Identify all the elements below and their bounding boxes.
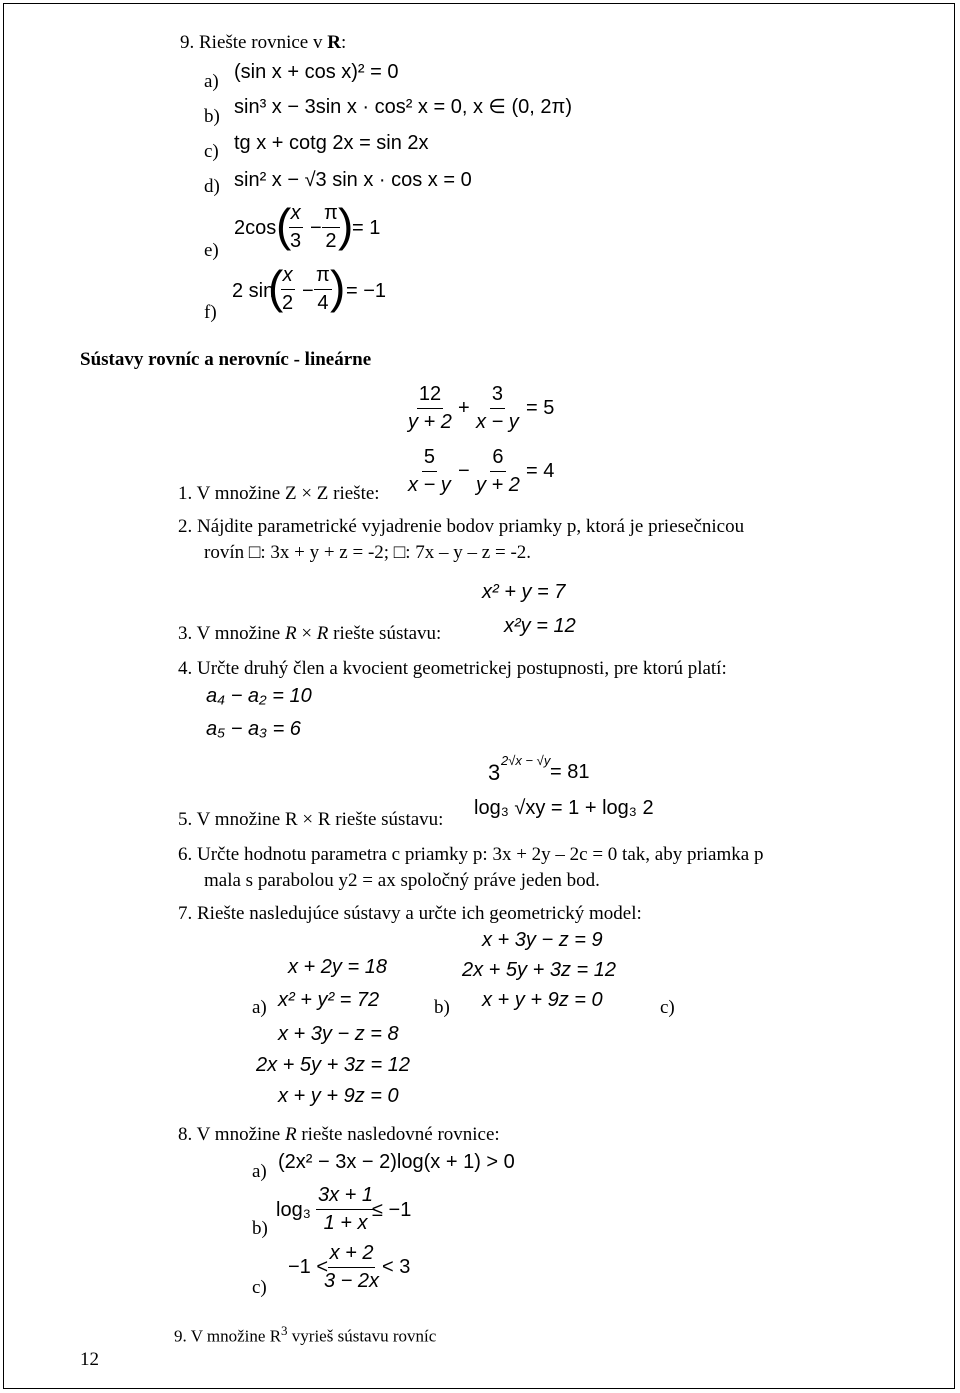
equation-9d: sin² x − √3 sin x · cos x = 0 [234,169,472,191]
label-f: f) [204,302,217,323]
section-title: Sústavy rovníc a nerovníc - lineárne [80,349,372,370]
problem5-eq2: log₃ √xy = 1 + log₃ 2 [474,797,654,819]
problem3-text: 3. V množine R × R riešte sústavu: [178,623,442,644]
problem7-b-eq3: x + y + 9z = 0 [482,989,603,1011]
problem7-c-eq1: x + 3y − z = 8 [278,1023,399,1045]
problem8-text: 8. V množine R riešte nasledovné rovnice: [178,1124,500,1145]
problem1-text: 1. V množine Z × Z riešte: [178,483,380,504]
equation-9c: tg x + cotg 2x = sin 2x [234,132,429,154]
problem7-text: 7. Riešte nasledujúce sústavy a určte ich geometrický model: [178,903,642,924]
problem2-line1: 2. Nájdite parametrické vyjadrenie bodov priamky p, ktorá je priesečnicou [178,516,745,537]
equation-9b: sin³ x − 3sin x · cos² x = 0, x ∈ (0, 2π) [234,96,572,118]
problem6-line2: mala s parabolou y2 = ax spoločný práve jeden bod. [204,870,600,891]
problem4-text: 4. Určte druhý člen a kvocient geometrickej postupnosti, pre ktorú platí: [178,658,727,679]
problem8-label-b: b) [252,1218,268,1239]
problem9b-text: 9. V množine $R^3$ vyrieš sústavu rovníc [174,1323,437,1346]
problem7-a-eq2: x² + y² = 72 [278,989,380,1011]
problem7-b-eq1: x + 3y − z = 9 [482,929,603,951]
problem8-label-a: a) [252,1161,267,1182]
label-e: e) [204,240,219,261]
problem7-label-a: a) [252,997,267,1018]
problem7-b-eq2: 2x + 5y + 3z = 12 [462,959,616,981]
label-c: c) [204,141,219,162]
page-number: 12 [80,1349,99,1370]
problem8-eq-a: (2x² − 3x − 2)log(x + 1) > 0 [278,1151,515,1173]
problem5-text: 5. V množine R × R riešte sústavu: [178,809,444,830]
problem2-line2: rovín □: 3x + y + z = -2; □: 7x – y – z = -2. [204,542,532,563]
label-b: b) [204,106,220,127]
label-d: d) [204,176,220,197]
problem4-eq2: a₅ − a₃ = 6 [206,718,301,740]
problem7-label-b: b) [434,997,450,1018]
problem8-label-c: c) [252,1277,267,1298]
label-a: a) [204,71,219,92]
problem7-label-c: c) [660,997,675,1018]
problem4-eq1: a₄ − a₂ = 10 [206,685,312,707]
problem9-heading: 9. Riešte rovnice v R: [180,32,347,53]
problem3-eq2: x²y = 12 [504,615,576,637]
problem6-line1: 6. Určte hodnotu parametra c priamky p: 3x + 2y – 2c = 0 tak, aby priamka p [178,844,764,865]
equation-9a: (sin x + cos x)² = 0 [234,61,399,83]
problem7-c-eq2: 2x + 5y + 3z = 12 [256,1054,410,1076]
problem7-a-eq1: x + 2y = 18 [288,956,387,978]
page-frame [3,3,955,1389]
problem3-eq1: x² + y = 7 [482,581,566,603]
problem7-c-eq3: x + y + 9z = 0 [278,1085,399,1107]
